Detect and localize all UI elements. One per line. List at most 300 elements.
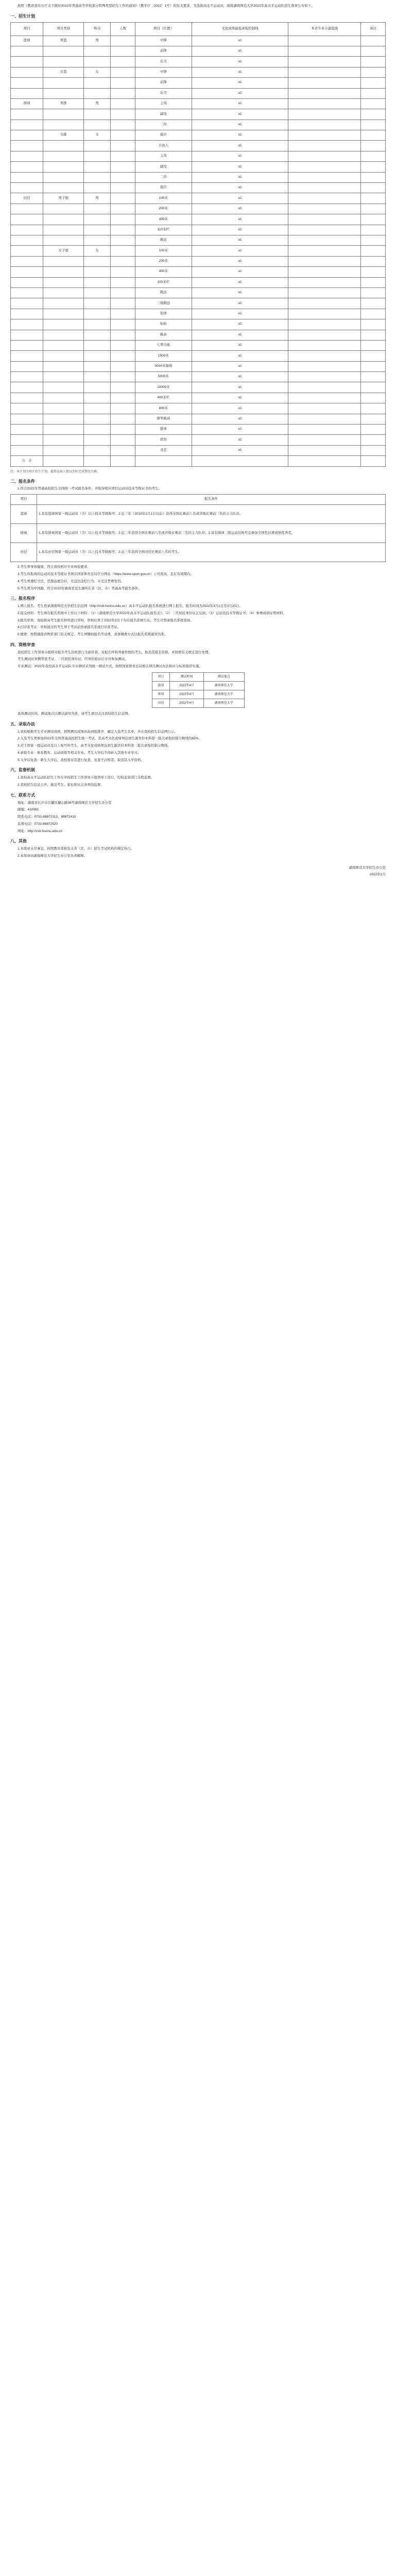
plan-cell bbox=[11, 151, 43, 161]
plan-cell bbox=[111, 98, 135, 109]
plan-cell bbox=[361, 425, 386, 435]
exam-cell: 湖南师范大学 bbox=[203, 682, 244, 690]
plan-cell bbox=[43, 78, 84, 88]
condition-row bbox=[11, 505, 386, 524]
plan-row bbox=[11, 193, 386, 204]
plan-cell bbox=[84, 382, 111, 393]
plan-cell bbox=[361, 414, 386, 424]
plan-cell: 跳远 bbox=[135, 287, 192, 298]
condition-cell: 田径 bbox=[11, 543, 37, 562]
plan-cell bbox=[288, 267, 361, 277]
plan-cell: 100米 bbox=[135, 193, 192, 204]
plan-cell: 男 bbox=[84, 98, 111, 109]
plan-cell: 男篮 bbox=[43, 36, 84, 46]
plan-cell bbox=[361, 36, 386, 46]
plan-row bbox=[11, 225, 386, 235]
plan-cell bbox=[111, 425, 135, 435]
section-heading-review: 四、资格审查 bbox=[10, 642, 35, 647]
plan-cell: 铁饼 bbox=[135, 435, 192, 445]
plan-cell bbox=[43, 393, 84, 403]
plan-cell: ≥1 bbox=[192, 361, 288, 371]
plan-cell bbox=[111, 46, 135, 56]
plan-cell bbox=[111, 88, 135, 98]
plan-cell bbox=[361, 445, 386, 455]
intro-paragraph: 按照《教育部办公厅关于做好2022年普通高等学校部分特殊类型招生工作的通知》（教学厅〔2022〕1号）的有关要求，为选拔高水平运动员，现将湖南师范大学2022年高水平运动队招生简章公布如下。 bbox=[18, 4, 315, 8]
plan-cell: 男排 bbox=[43, 98, 84, 109]
plan-row bbox=[11, 120, 386, 130]
plan-cell: ≥1 bbox=[192, 172, 288, 182]
plan-cell bbox=[288, 340, 361, 350]
contact-item: 邮编：410081 bbox=[18, 808, 39, 812]
plan-cell bbox=[84, 435, 111, 445]
plan-row bbox=[11, 287, 386, 298]
plan-cell bbox=[361, 456, 386, 466]
plan-cell bbox=[288, 382, 361, 393]
plan-cell bbox=[288, 351, 361, 361]
register-item: 1.网上报名：考生登录湖南师范大学招生信息网（http://zsb.hunnu.edu.cn）高水平运动队报名系统进行网上报名，报名时间为2022年3月1日至3月20日。 bbox=[18, 604, 243, 608]
plan-cell bbox=[84, 78, 111, 88]
condition-header-cell: 报名条件 bbox=[37, 495, 386, 505]
plan-cell bbox=[11, 267, 43, 277]
plan-row bbox=[11, 330, 386, 340]
plan-cell: 中锋 bbox=[135, 36, 192, 46]
plan-cell bbox=[111, 267, 135, 277]
plan-cell: 100米 bbox=[135, 246, 192, 256]
others-list bbox=[10, 847, 386, 859]
plan-cell: ≥1 bbox=[192, 235, 288, 245]
plan-cell bbox=[361, 130, 386, 141]
plan-row bbox=[11, 425, 386, 435]
plan-cell: ≥1 bbox=[192, 183, 288, 193]
plan-cell bbox=[11, 256, 43, 266]
plan-cell bbox=[288, 361, 361, 371]
plan-cell bbox=[43, 162, 84, 172]
plan-cell bbox=[361, 67, 386, 77]
admit-list bbox=[10, 730, 386, 763]
plan-cell: ≥1 bbox=[192, 141, 288, 151]
plan-cell: 接应 bbox=[135, 183, 192, 193]
plan-cell bbox=[111, 298, 135, 309]
plan-cell bbox=[135, 456, 192, 466]
plan-row bbox=[11, 151, 386, 161]
plan-cell bbox=[361, 109, 386, 120]
plan-cell bbox=[11, 319, 43, 330]
plan-cell bbox=[288, 46, 361, 56]
plan-cell: 田径 bbox=[11, 193, 43, 204]
plan-cell: 女子组 bbox=[43, 246, 84, 256]
plan-row bbox=[11, 183, 386, 193]
plan-cell bbox=[11, 287, 43, 298]
plan-cell bbox=[84, 204, 111, 214]
plan-cell bbox=[361, 120, 386, 130]
condition-header-cell: 项目 bbox=[11, 495, 37, 505]
plan-cell: 男子组 bbox=[43, 193, 84, 204]
plan-cell bbox=[288, 256, 361, 266]
plan-cell bbox=[288, 162, 361, 172]
plan-cell: 女 bbox=[84, 246, 111, 256]
plan-cell bbox=[11, 130, 43, 141]
plan-cell: 女 bbox=[84, 67, 111, 77]
condition-item: 4.考生须遵纪守法，思想品德良好，无违法违纪行为，未受过禁赛处罚。 bbox=[18, 579, 124, 583]
plan-row bbox=[11, 319, 386, 330]
plan-cell bbox=[288, 172, 361, 182]
exam-cell: 排球 bbox=[152, 690, 170, 699]
plan-cell bbox=[84, 319, 111, 330]
plan-cell bbox=[84, 162, 111, 172]
plan-cell bbox=[111, 330, 135, 340]
plan-cell: ≥1 bbox=[192, 67, 288, 77]
plan-cell bbox=[361, 382, 386, 393]
plan-cell: 二传 bbox=[135, 120, 192, 130]
plan-cell: ≥1 bbox=[192, 98, 288, 109]
exam-table bbox=[152, 672, 245, 708]
plan-cell bbox=[11, 78, 43, 88]
plan-cell: 女 bbox=[84, 130, 111, 141]
conditions-list bbox=[10, 565, 386, 591]
document-page bbox=[10, 4, 386, 880]
plan-cell bbox=[11, 298, 43, 309]
plan-cell: 400米栏 bbox=[135, 393, 192, 403]
plan-row bbox=[11, 445, 386, 455]
plan-cell bbox=[288, 393, 361, 403]
plan-cell bbox=[43, 141, 84, 151]
plan-cell bbox=[288, 277, 361, 287]
plan-cell bbox=[43, 425, 84, 435]
plan-cell: ≥1 bbox=[192, 372, 288, 382]
plan-cell: ≥1 bbox=[192, 298, 288, 309]
plan-cell bbox=[361, 193, 386, 204]
plan-cell bbox=[288, 57, 361, 67]
plan-cell: 3000米障碍 bbox=[135, 361, 192, 371]
plan-cell bbox=[43, 46, 84, 56]
plan-cell bbox=[43, 382, 84, 393]
plan-cell: 男 bbox=[84, 193, 111, 204]
admit-item: 1.我校根据考生专业测试成绩，按照测试成绩由高到低排序，确定入选考生名单，并在我校招生信息网公示。 bbox=[18, 730, 178, 734]
section-heading-conditions: 二、报名条件 bbox=[10, 479, 35, 484]
plan-cell bbox=[84, 172, 111, 182]
plan-cell bbox=[84, 256, 111, 266]
plan-row bbox=[11, 298, 386, 309]
plan-cell bbox=[111, 382, 135, 393]
condition-item: 3.考生所取得的运动员技术等级证书须在国家体育总局官方网站（https://www.sport.gov.cn）上可查询，且在有效期内。 bbox=[18, 572, 194, 576]
plan-cell: 100米栏 bbox=[135, 277, 192, 287]
plan-cell: ≥1 bbox=[192, 340, 288, 350]
plan-cell bbox=[288, 193, 361, 204]
plan-cell bbox=[84, 267, 111, 277]
plan-cell bbox=[84, 151, 111, 161]
plan-cell bbox=[43, 330, 84, 340]
plan-cell bbox=[361, 162, 386, 172]
plan-cell bbox=[361, 287, 386, 298]
plan-cell bbox=[361, 98, 386, 109]
plan-cell bbox=[11, 120, 43, 130]
plan-cell bbox=[11, 330, 43, 340]
plan-note: 注：本计划为预计招生计划，最终录取人数以实际完成情况为准。 bbox=[10, 470, 100, 473]
exam-cell: 篮球 bbox=[152, 682, 170, 690]
plan-cell bbox=[43, 445, 84, 455]
plan-cell bbox=[111, 109, 135, 120]
plan-cell bbox=[111, 151, 135, 161]
plan-cell bbox=[361, 141, 386, 151]
plan-cell: ≥1 bbox=[192, 151, 288, 161]
plan-cell: ≥1 bbox=[192, 120, 288, 130]
register-item: 4.打印准考证：审核通过的考生须于考试前登录报名系统打印准考证。 bbox=[18, 625, 121, 630]
plan-cell: 三级跳远 bbox=[135, 298, 192, 309]
plan-cell: 110米栏 bbox=[135, 225, 192, 235]
plan-cell bbox=[111, 361, 135, 371]
exam-cell: 2022年4月 bbox=[170, 682, 203, 690]
plan-cell: 副攻 bbox=[135, 109, 192, 120]
plan-cell: 女排 bbox=[43, 130, 84, 141]
plan-cell: ≥1 bbox=[192, 162, 288, 172]
plan-cell bbox=[43, 435, 84, 445]
contact-item: 联系电话：0731-88872313、88872410 bbox=[18, 815, 76, 819]
plan-cell: 排球 bbox=[11, 98, 43, 109]
plan-cell: 后卫 bbox=[135, 88, 192, 98]
plan-cell bbox=[288, 287, 361, 298]
plan-cell bbox=[111, 403, 135, 414]
section-heading-contacts: 七、联系方式 bbox=[10, 792, 35, 798]
condition-row bbox=[11, 543, 386, 562]
plan-cell: 链球 bbox=[135, 425, 192, 435]
plan-cell bbox=[361, 403, 386, 414]
plan-cell bbox=[288, 445, 361, 455]
condition-item: 2.考生须身体健康，符合我校相应专业体检要求。 bbox=[18, 565, 91, 569]
plan-cell bbox=[11, 414, 43, 424]
plan-cell bbox=[288, 319, 361, 330]
plan-cell: 800米 bbox=[135, 403, 192, 414]
exam-note: 具体测试时间、测试地点以测试通知为准，请考生密切关注我校招生信息网。 bbox=[18, 712, 131, 716]
plan-cell bbox=[361, 151, 386, 161]
plan-cell bbox=[361, 277, 386, 287]
plan-cell bbox=[11, 46, 43, 56]
plan-row bbox=[11, 235, 386, 245]
supervision-item: 1.我校高水平运动队招生工作在学校招生工作领导小组领导下进行，纪检监察部门全程监督。 bbox=[18, 776, 154, 780]
plan-cell: ≥1 bbox=[192, 256, 288, 266]
plan-cell: ≥1 bbox=[192, 109, 288, 120]
admit-item: 2.入选考生须参加2022年全国普通高校招生统一考试，其高考文化成绩须达到生源省份本科第一批次录取控制分数线的65%。 bbox=[18, 737, 202, 741]
plan-cell bbox=[43, 88, 84, 98]
plan-cell bbox=[288, 204, 361, 214]
supervision-list bbox=[10, 776, 386, 788]
plan-cell: 二传 bbox=[135, 172, 192, 182]
plan-cell bbox=[288, 456, 361, 466]
plan-header-cell: 人数 bbox=[111, 22, 135, 36]
plan-cell bbox=[11, 88, 43, 98]
plan-cell bbox=[361, 372, 386, 382]
plan-cell bbox=[43, 214, 84, 225]
plan-header-cell: 文化成绩最低录取控制线 bbox=[192, 22, 288, 36]
section-heading-plan: 一、招生计划 bbox=[10, 13, 35, 19]
review-list bbox=[10, 651, 386, 669]
plan-cell bbox=[11, 445, 43, 455]
plan-cell bbox=[111, 435, 135, 445]
plan-cell bbox=[11, 277, 43, 287]
plan-header-cell: 项目（位置） bbox=[135, 22, 192, 36]
contact-item: 网址：http://zsb.hunnu.edu.cn bbox=[18, 829, 63, 833]
plan-row bbox=[11, 57, 386, 67]
plan-cell: ≥1 bbox=[192, 214, 288, 225]
contact-item: 地址：湖南省长沙市岳麓区麓山路36号湖南师范大学招生办公室 bbox=[18, 801, 112, 805]
plan-cell: ≥1 bbox=[192, 309, 288, 319]
plan-cell: 400米 bbox=[135, 267, 192, 277]
plan-row bbox=[11, 309, 386, 319]
plan-cell bbox=[84, 340, 111, 350]
exam-cell: 田径 bbox=[152, 699, 170, 708]
plan-cell bbox=[288, 214, 361, 225]
plan-cell bbox=[192, 456, 288, 466]
plan-cell bbox=[361, 361, 386, 371]
plan-row bbox=[11, 393, 386, 403]
plan-row bbox=[11, 98, 386, 109]
plan-cell bbox=[84, 425, 111, 435]
section-heading-register: 三、报名程序 bbox=[10, 596, 35, 601]
plan-cell: 1500米 bbox=[135, 351, 192, 361]
plan-cell bbox=[361, 319, 386, 330]
plan-cell bbox=[111, 351, 135, 361]
plan-cell bbox=[111, 340, 135, 350]
plan-row bbox=[11, 340, 386, 350]
plan-row bbox=[11, 46, 386, 56]
plan-cell: ≥1 bbox=[192, 330, 288, 340]
plan-cell bbox=[111, 172, 135, 182]
plan-cell bbox=[84, 445, 111, 455]
plan-cell bbox=[361, 309, 386, 319]
plan-cell bbox=[11, 225, 43, 235]
plan-cell bbox=[84, 46, 111, 56]
plan-cell: ≥1 bbox=[192, 130, 288, 141]
register-item: 5.缴费：按照湖南省物价部门有关规定，考生须缴纳报名考试费，具体缴费方式以报名系统通知为准。 bbox=[18, 633, 168, 637]
exam-row bbox=[152, 699, 244, 708]
plan-cell: ≥1 bbox=[192, 193, 288, 204]
plan-cell: 后卫 bbox=[135, 57, 192, 67]
plan-cell bbox=[288, 235, 361, 245]
condition-cell: 排球 bbox=[11, 524, 37, 543]
plan-cell bbox=[111, 78, 135, 88]
plan-cell bbox=[288, 372, 361, 382]
plan-cell: ≥1 bbox=[192, 445, 288, 455]
plan-cell: ≥1 bbox=[192, 403, 288, 414]
plan-cell bbox=[361, 88, 386, 98]
plan-cell bbox=[361, 246, 386, 256]
plan-cell: 合 计 bbox=[11, 456, 43, 466]
plan-cell: 5000米 bbox=[135, 372, 192, 382]
plan-cell bbox=[43, 287, 84, 298]
plan-cell bbox=[43, 172, 84, 182]
plan-cell bbox=[43, 309, 84, 319]
section-heading-admit: 五、录取办法 bbox=[10, 721, 35, 726]
plan-cell bbox=[84, 287, 111, 298]
plan-row bbox=[11, 172, 386, 182]
plan-table bbox=[10, 22, 386, 467]
register-list bbox=[10, 604, 386, 637]
plan-cell bbox=[43, 361, 84, 371]
admit-item: 5.入学后复查：新生入学后，我校将对其进行复查，复查不合格者，取消其入学资格。 bbox=[18, 758, 144, 762]
plan-row bbox=[11, 88, 386, 98]
plan-row bbox=[11, 435, 386, 445]
admit-item: 4.录取专业：体育教育、运动训练等相关专业。考生入学后不得转入其他专业学习。 bbox=[18, 751, 141, 755]
plan-cell bbox=[84, 403, 111, 414]
contact-item: 监督电话：0731-88872520 bbox=[18, 822, 58, 826]
plan-cell bbox=[84, 225, 111, 235]
plan-cell bbox=[361, 235, 386, 245]
plan-cell bbox=[111, 309, 135, 319]
plan-cell bbox=[11, 361, 43, 371]
plan-cell bbox=[84, 456, 111, 466]
plan-cell bbox=[11, 67, 43, 77]
plan-cell bbox=[43, 225, 84, 235]
plan-cell: ≥1 bbox=[192, 287, 288, 298]
plan-cell bbox=[288, 98, 361, 109]
plan-cell bbox=[288, 183, 361, 193]
plan-cell bbox=[111, 256, 135, 266]
plan-cell bbox=[11, 403, 43, 414]
plan-cell: 200米 bbox=[135, 256, 192, 266]
plan-row bbox=[11, 214, 386, 225]
condition-table bbox=[10, 494, 386, 562]
plan-row bbox=[11, 141, 386, 151]
plan-cell: 铅球 bbox=[135, 309, 192, 319]
plan-cell bbox=[288, 88, 361, 98]
plan-cell bbox=[361, 340, 386, 350]
plan-row bbox=[11, 67, 386, 77]
section-heading-supervision: 六、监督机制 bbox=[10, 768, 35, 773]
plan-row bbox=[11, 130, 386, 141]
plan-row bbox=[11, 246, 386, 256]
plan-cell: ≥1 bbox=[192, 319, 288, 330]
plan-row bbox=[11, 361, 386, 371]
plan-cell bbox=[361, 435, 386, 445]
plan-cell: 标枪 bbox=[135, 319, 192, 330]
plan-cell: ≥1 bbox=[192, 425, 288, 435]
plan-cell bbox=[43, 277, 84, 287]
plan-cell bbox=[111, 225, 135, 235]
other-item: 2.本简章由湖南师范大学招生办公室负责解释。 bbox=[18, 854, 88, 858]
plan-cell bbox=[111, 277, 135, 287]
plan-cell bbox=[361, 46, 386, 56]
plan-cell bbox=[11, 235, 43, 245]
plan-cell: ≥1 bbox=[192, 435, 288, 445]
plan-cell: 接应 bbox=[135, 130, 192, 141]
plan-cell bbox=[288, 330, 361, 340]
plan-cell bbox=[43, 267, 84, 277]
plan-cell: 主攻 bbox=[135, 151, 192, 161]
plan-cell bbox=[361, 57, 386, 67]
plan-cell: 七项全能 bbox=[135, 340, 192, 350]
condition-intro: 1.符合2022年普通高校招生全国统一考试报名条件，并取得相应项目运动员技术等级证书的考生。 bbox=[18, 487, 162, 491]
plan-cell bbox=[288, 298, 361, 309]
plan-cell bbox=[111, 183, 135, 193]
plan-cell bbox=[84, 109, 111, 120]
condition-cell: 篮球 bbox=[11, 505, 37, 524]
plan-cell bbox=[288, 109, 361, 120]
plan-cell: 副攻 bbox=[135, 162, 192, 172]
plan-row bbox=[11, 267, 386, 277]
plan-row bbox=[11, 36, 386, 46]
plan-cell bbox=[11, 57, 43, 67]
plan-cell bbox=[288, 78, 361, 88]
exam-cell: 湖南师范大学 bbox=[203, 699, 244, 708]
plan-cell bbox=[43, 57, 84, 67]
condition-item: 5.考生须为中国籍，符合2022年湖南省及生源所在省（区、市）普通高考报名条件。 bbox=[18, 586, 142, 590]
plan-cell bbox=[84, 183, 111, 193]
plan-cell: 主攻 bbox=[135, 98, 192, 109]
plan-cell bbox=[43, 183, 84, 193]
plan-cell bbox=[111, 57, 135, 67]
plan-cell bbox=[288, 36, 361, 46]
plan-cell: ≥1 bbox=[192, 351, 288, 361]
plan-cell bbox=[43, 414, 84, 424]
